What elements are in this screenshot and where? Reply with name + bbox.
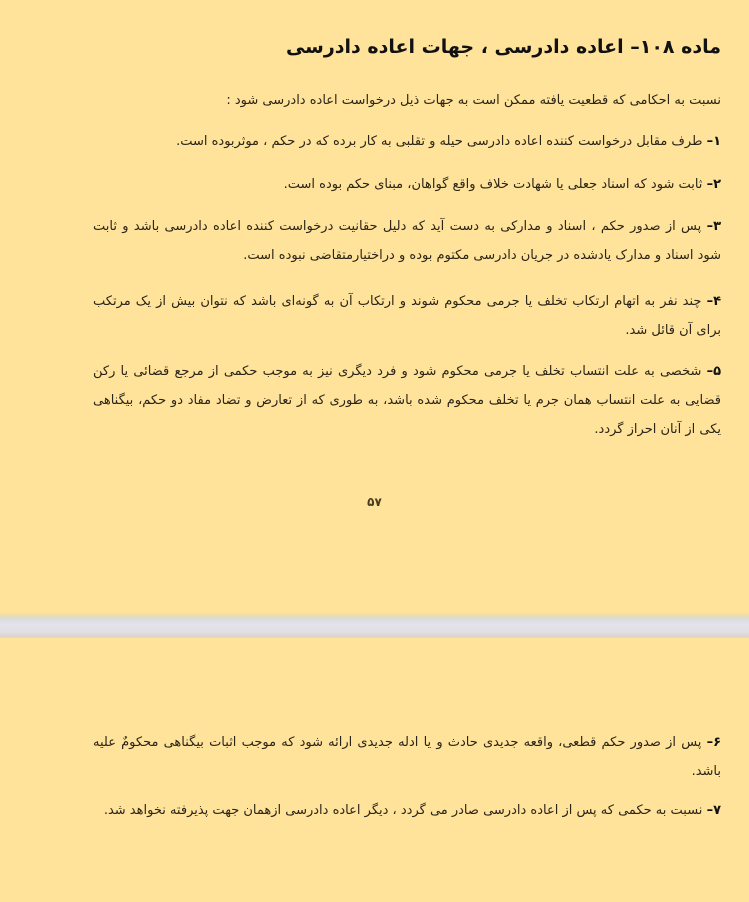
item-number: ۱–: [706, 134, 721, 149]
item-text: پس از صدور حکم قطعی، واقعه جدیدی حادث و یا ادله جدیدی ارائه شود که موجب اثبات بیگناهی محکومٌ علیه باشد.: [93, 735, 721, 779]
article-title: ماده ۱۰۸– اعاده دادرسی ، جهات اعاده دادرسی: [285, 36, 721, 58]
page-number: ۵۷: [367, 495, 382, 509]
item-number: ۳–: [706, 219, 721, 234]
item-text: شخصی به علت انتساب تخلف یا جرمی محکوم شود و فرد دیگری نیز به موجب حکمی از مرجع قضائی یا رکن قضایی به علت انتساب همان جرم یا تخلف محکوم شده باشد، به طوری که از تعارض و تضاد مفاد دو حکم، بیگناهی یکی از آنان احراز گردد.: [93, 364, 721, 437]
item-text: پس از صدور حکم ، اسناد و مدارکی به دست آید که دلیل حقانیت درخواست کننده اعاده دادرسی باشد و ثابت شود اسناد و مدارک یادشده در جریان دادرسی مکتوم بوده و دراختیارمتقاضی نبوده است.: [93, 219, 721, 263]
list-item-3: [93, 212, 721, 270]
item-text: چند نفر به اتهام ارتکاب تخلف یا جرمی محکوم شوند و ارتکاب آن به گونه‌ای باشد که نتوان بیش از یک مرتکب برای آن قائل شد.: [93, 294, 721, 338]
list-item-2: [93, 170, 721, 199]
item-number: ۴–: [706, 294, 721, 309]
list-item-4: [93, 287, 721, 345]
item-text: ثابت شود که اسناد جعلی یا شهادت خلاف واقع گواهان، مبنای حکم بوده است.: [283, 177, 707, 192]
list-item-1: [93, 127, 721, 156]
item-number: ۷–: [706, 803, 721, 818]
intro-paragraph: نسبت به احکامی که قطعیت یافته ممکن است به جهات ذیل درخواست اعاده دادرسی شود :: [226, 93, 721, 108]
list-item-7: [93, 796, 721, 825]
item-number: ۶–: [706, 735, 721, 750]
item-text: طرف مقابل درخواست کننده اعاده دادرسی حیله و تقلبی به کار برده که در حکم ، موثربوده است.: [176, 134, 707, 149]
item-number: ۲–: [706, 177, 721, 192]
item-number: ۵–: [706, 364, 721, 379]
list-item-5: [93, 357, 721, 444]
item-text: نسبت به حکمی که پس از اعاده دادرسی صادر می گردد ، دیگر اعاده دادرسی ازهمان جهت پذیرفته نخواهد شد.: [103, 803, 707, 818]
list-item-6: [93, 728, 721, 786]
